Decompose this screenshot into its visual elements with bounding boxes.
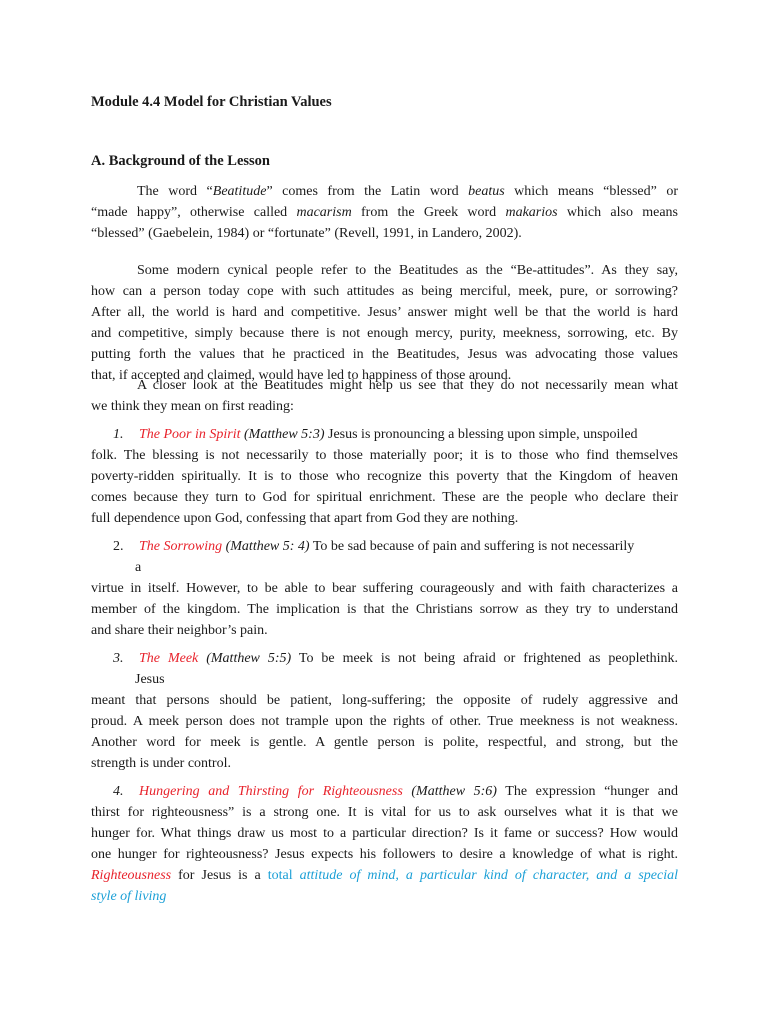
paragraph-line: we think they mean on first reading: [91,399,294,414]
paragraph-line: “made happy”, otherwise called macarism from the Greek word makarios which also means [91,205,679,220]
paragraph-line: a [135,560,142,575]
item-first-line: 4. Hungering and Thirsting for Righteousness (Matthew 5:6) The expression “hunger and [91,781,678,802]
paragraph-beatitude-definition [91,181,678,244]
paragraph-line: The word “Beatitude” comes from the Latin word beatus which means “blessed” or [137,184,678,199]
paragraph-line: comes because they turn to God for spiritual enrichment. These are the people who declare their [91,490,678,505]
paragraph-line: style of living [91,889,167,904]
paragraph-line: meant that persons should be patient, long-suffering; the opposite of rudely aggressive and [91,693,678,708]
paragraph-line: and competitive, simply because there is not enough mercy, purity, meekness, sorrowing, etc. By [91,326,678,341]
paragraph-closer-look [91,375,678,417]
item-first-line: 1. The Poor in Spirit (Matthew 5:3) Jesus is pronouncing a blessing upon simple, unspoiled [91,424,678,445]
item-reference: (Matthew 5:5) [198,651,292,666]
item-title: The Meek [139,651,199,666]
item-title: The Sorrowing [139,539,223,554]
paragraph-line: “blessed” (Gaebelein, 1984) or “fortunate” (Revell, 1991, in Landero, 2002). [91,226,522,241]
paragraph-line: proud. A meek person does not trample upon the rights of other. True meekness is not weakness. [91,714,678,729]
section-heading: A. Background of the Lesson [91,153,270,169]
beatitude-item-4 [91,781,678,907]
paragraph-line: and share their neighbor’s pain. [91,623,268,638]
paragraph-line: Another word for meek is gentle. A gentle person is polite, respectful, and strong, but the [91,735,678,750]
paragraph-line: putting forth the values that he practiced in the Beatitudes, Jesus was advocating those values [91,347,678,362]
item-number: 1. [113,427,124,442]
paragraph-line: virtue in itself. However, to be able to bear suffering courageously and with faith characterizes a [91,581,678,596]
item-reference: (Matthew 5:6) [402,784,497,799]
paragraph-line: full dependence upon God, confessing that apart from God they are nothing. [91,511,519,526]
paragraph-line: one hunger for righteousness? Jesus expects his followers to desire a knowledge of what is right. [91,847,678,862]
paragraph-line: Some modern cynical people refer to the Beatitudes as the “Be-attitudes”. As they say, [137,263,678,278]
item-number: 3. [113,651,124,666]
paragraph-be-attitudes [91,260,678,386]
paragraph-line: member of the kingdom. The implication is that the Christians sorrow as they try to understand [91,602,678,617]
paragraph-line: poverty-ridden spiritually. It is to those who recognize this poverty that the Kingdom of heaven [91,469,678,484]
paragraph-line: Righteousness for Jesus is a total attitude of mind, a particular kind of character, and a special [91,868,678,883]
item-title: The Poor in Spirit [139,427,241,442]
paragraph-line: strength is under control. [91,756,231,771]
item-title: Hungering and Thirsting for Righteousness [139,784,403,799]
paragraph-line: hunger for. What things draw us most to a particular direction? Is it fame or success? How would [91,826,678,841]
paragraph-line: that, if accepted and claimed, would have led to happiness of those around. [91,368,512,383]
beatitude-item-3 [91,648,678,774]
item-reference: (Matthew 5: 4) [222,539,310,554]
beatitude-item-2 [91,536,678,641]
paragraph-line: After all, the world is hard and competitive. Jesus’ answer might well be that the world is hard [91,305,678,320]
paragraph-line: folk. The blessing is not necessarily to those materially poor; it is to those who find themselves [91,448,678,463]
beatitude-item-1 [91,424,678,529]
module-title: Module 4.4 Model for Christian Values [91,94,332,110]
item-first-line: 3. The Meek (Matthew 5:5) To be meek is not being afraid or frightened as peoplethink. [91,648,678,669]
paragraph-line: thirst for righteousness” is a strong one. It is vital for us to ask ourselves what it is that we [91,805,678,820]
paragraph-line: Jesus [135,672,165,687]
item-number: 2. [113,539,124,554]
item-number: 4. [113,784,124,799]
item-reference: (Matthew 5:3) [240,427,325,442]
item-first-line: 2. The Sorrowing (Matthew 5: 4) To be sad because of pain and suffering is not necessarily [91,536,678,557]
paragraph-line: how can a person today cope with such attitudes as being merciful, meek, pure, or sorrowing? [91,284,678,299]
paragraph-line: A closer look at the Beatitudes might help us see that they do not necessarily mean what [137,378,678,393]
